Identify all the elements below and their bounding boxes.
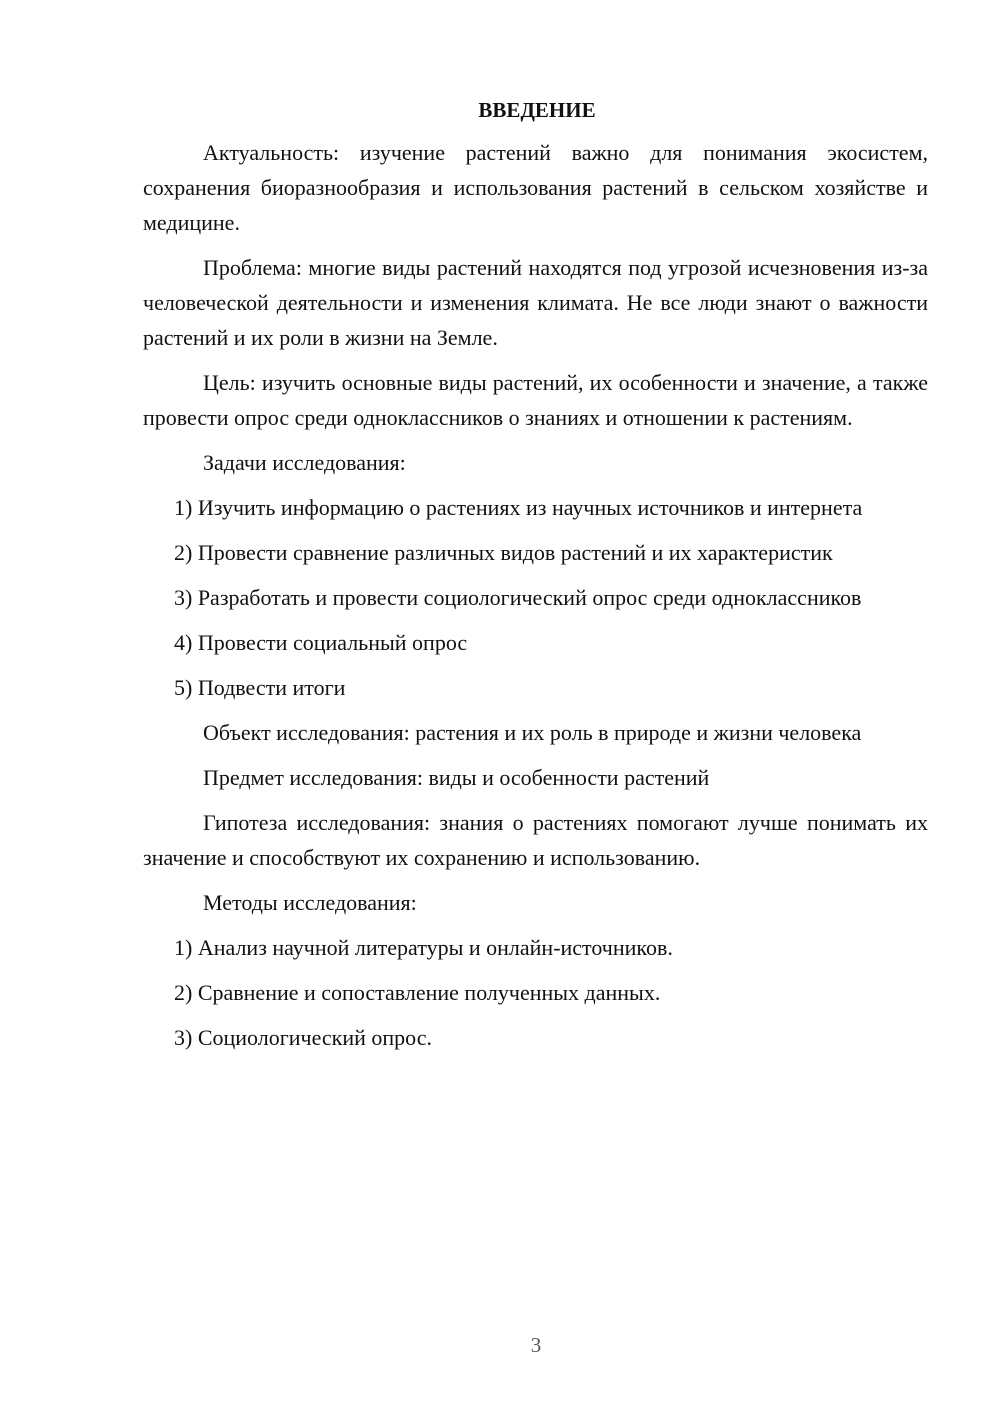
task-item-5: 5) Подвести итоги bbox=[174, 675, 346, 700]
section-heading: ВВЕДЕНИЕ bbox=[478, 98, 596, 122]
task-item-2: 2) Провести сравнение различных видов растений и их характеристик bbox=[174, 540, 833, 565]
relevance-paragraph: Актуальность: изучение растений важно для понимания экосистем, сохранения биоразнообразия и использования растений в сельском хозяйстве и медицине. bbox=[143, 140, 928, 235]
task-item-3: 3) Разработать и провести социологический опрос среди одноклассников bbox=[174, 585, 862, 610]
task-item-1: 1) Изучить информацию о растениях из научных источников и интернета bbox=[174, 495, 863, 520]
method-item-2: 2) Сравнение и сопоставление полученных данных. bbox=[174, 980, 661, 1005]
goal-paragraph: Цель: изучить основные виды растений, их особенности и значение, а также провести опрос среди одноклассников о знаниях и отношении к растениям. bbox=[143, 370, 928, 430]
object-paragraph: Объект исследования: растения и их роль в природе и жизни человека bbox=[203, 720, 862, 745]
hypothesis-paragraph: Гипотеза исследования: знания о растениях помогают лучше понимать их значение и способствуют их сохранению и использованию. bbox=[143, 810, 928, 870]
page-content bbox=[143, 95, 928, 1065]
problem-paragraph: Проблема: многие виды растений находятся под угрозой исчезновения из-за человеческой деятельности и изменения климата. Не все люди знают о важности растений и их роли в жизни на Земле. bbox=[143, 255, 928, 350]
subject-paragraph: Предмет исследования: виды и особенности растений bbox=[203, 765, 710, 790]
tasks-title: Задачи исследования: bbox=[203, 450, 406, 475]
method-item-3: 3) Социологический опрос. bbox=[174, 1025, 432, 1050]
task-item-4: 4) Провести социальный опрос bbox=[174, 630, 468, 655]
method-item-1: 1) Анализ научной литературы и онлайн-источников. bbox=[174, 935, 673, 960]
page-number: 3 bbox=[530, 1333, 542, 1357]
methods-title: Методы исследования: bbox=[203, 890, 417, 915]
